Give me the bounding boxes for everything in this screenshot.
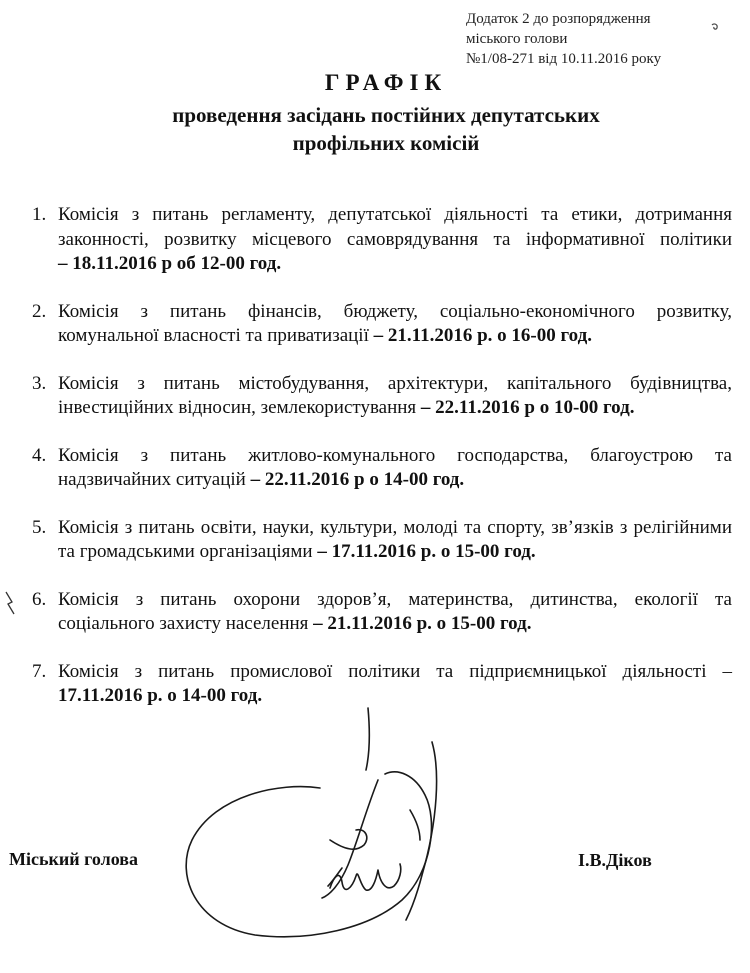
- signature-image: [170, 700, 470, 940]
- list-item: [24, 444, 732, 493]
- list-item: [24, 203, 732, 277]
- item-date: – 21.11.2016 р. о 16-00 год.: [373, 325, 592, 346]
- list-item: [24, 516, 732, 565]
- subtitle-line-1: проведення засідань постійних депутатських: [172, 103, 600, 127]
- item-date: – 18.11.2016 р об 12-00 год.: [58, 253, 282, 274]
- signer-position: Міський голова: [9, 849, 138, 869]
- item-date: – 22.11.2016 р о 14-00 год.: [250, 469, 465, 490]
- item-number: 3.: [32, 372, 47, 394]
- scan-mark: [2, 590, 18, 616]
- item-text: Комісія з питань освіти, науки, культури, молоді та спорту, зв’язків з релігійними та громадськими організаціями: [58, 516, 732, 562]
- subtitle-line-2: профільних комісій: [292, 131, 480, 155]
- item-text: Комісія з питань регламенту, депутатської діяльності та етики, дотримання законності, розвитку місцевого самоврядування та інформативної політики: [58, 204, 732, 250]
- scan-mark: [710, 22, 722, 32]
- item-date: 17.11.2016 р. о 14-00 год.: [58, 685, 263, 706]
- item-number: 6.: [32, 588, 47, 610]
- item-text: Комісія з питань житлово-комунального господарства, благоустрою та надзвичайних ситуацій: [58, 444, 732, 490]
- signer-name: І.В.Діков: [578, 850, 652, 870]
- item-number: 2.: [32, 300, 47, 322]
- annex-line-2: міського голови: [466, 31, 568, 47]
- item-text: Комісія з питань фінансів, бюджету, соціально-економічного розвитку, комунальної власності та приватизації: [58, 300, 732, 346]
- item-number: 5.: [32, 516, 47, 538]
- document-title: ГРАФІК: [324, 70, 448, 95]
- item-text: Комісія з питань містобудування, архітектури, капітального будівництва, інвестиційних відносин, землекористування: [58, 372, 732, 418]
- item-number: 7.: [32, 660, 47, 682]
- item-text: Комісія з питань охорони здоров’я, материнства, дитинства, екології та соціального захисту населення: [58, 588, 732, 634]
- list-item: [24, 588, 732, 637]
- document-subtitle: [0, 101, 750, 157]
- annex-line-3: №1/08-271 від 10.11.2016 року: [466, 51, 662, 67]
- commission-list: [24, 203, 732, 732]
- item-text: Комісія з питань промислової політики та підприємницької діяльності –: [58, 660, 732, 682]
- item-number: 1.: [32, 204, 47, 225]
- list-item: [24, 300, 732, 349]
- item-number: 4.: [32, 444, 47, 466]
- item-date: – 22.11.2016 р о 10-00 год.: [420, 397, 635, 418]
- item-date: – 21.11.2016 р. о 15-00 год.: [313, 613, 532, 634]
- annex-note: [466, 9, 726, 69]
- list-item: [24, 372, 732, 421]
- annex-line-1: Додаток 2 до розпорядження: [466, 11, 651, 27]
- item-date: – 17.11.2016 р. о 15-00 год.: [317, 541, 536, 562]
